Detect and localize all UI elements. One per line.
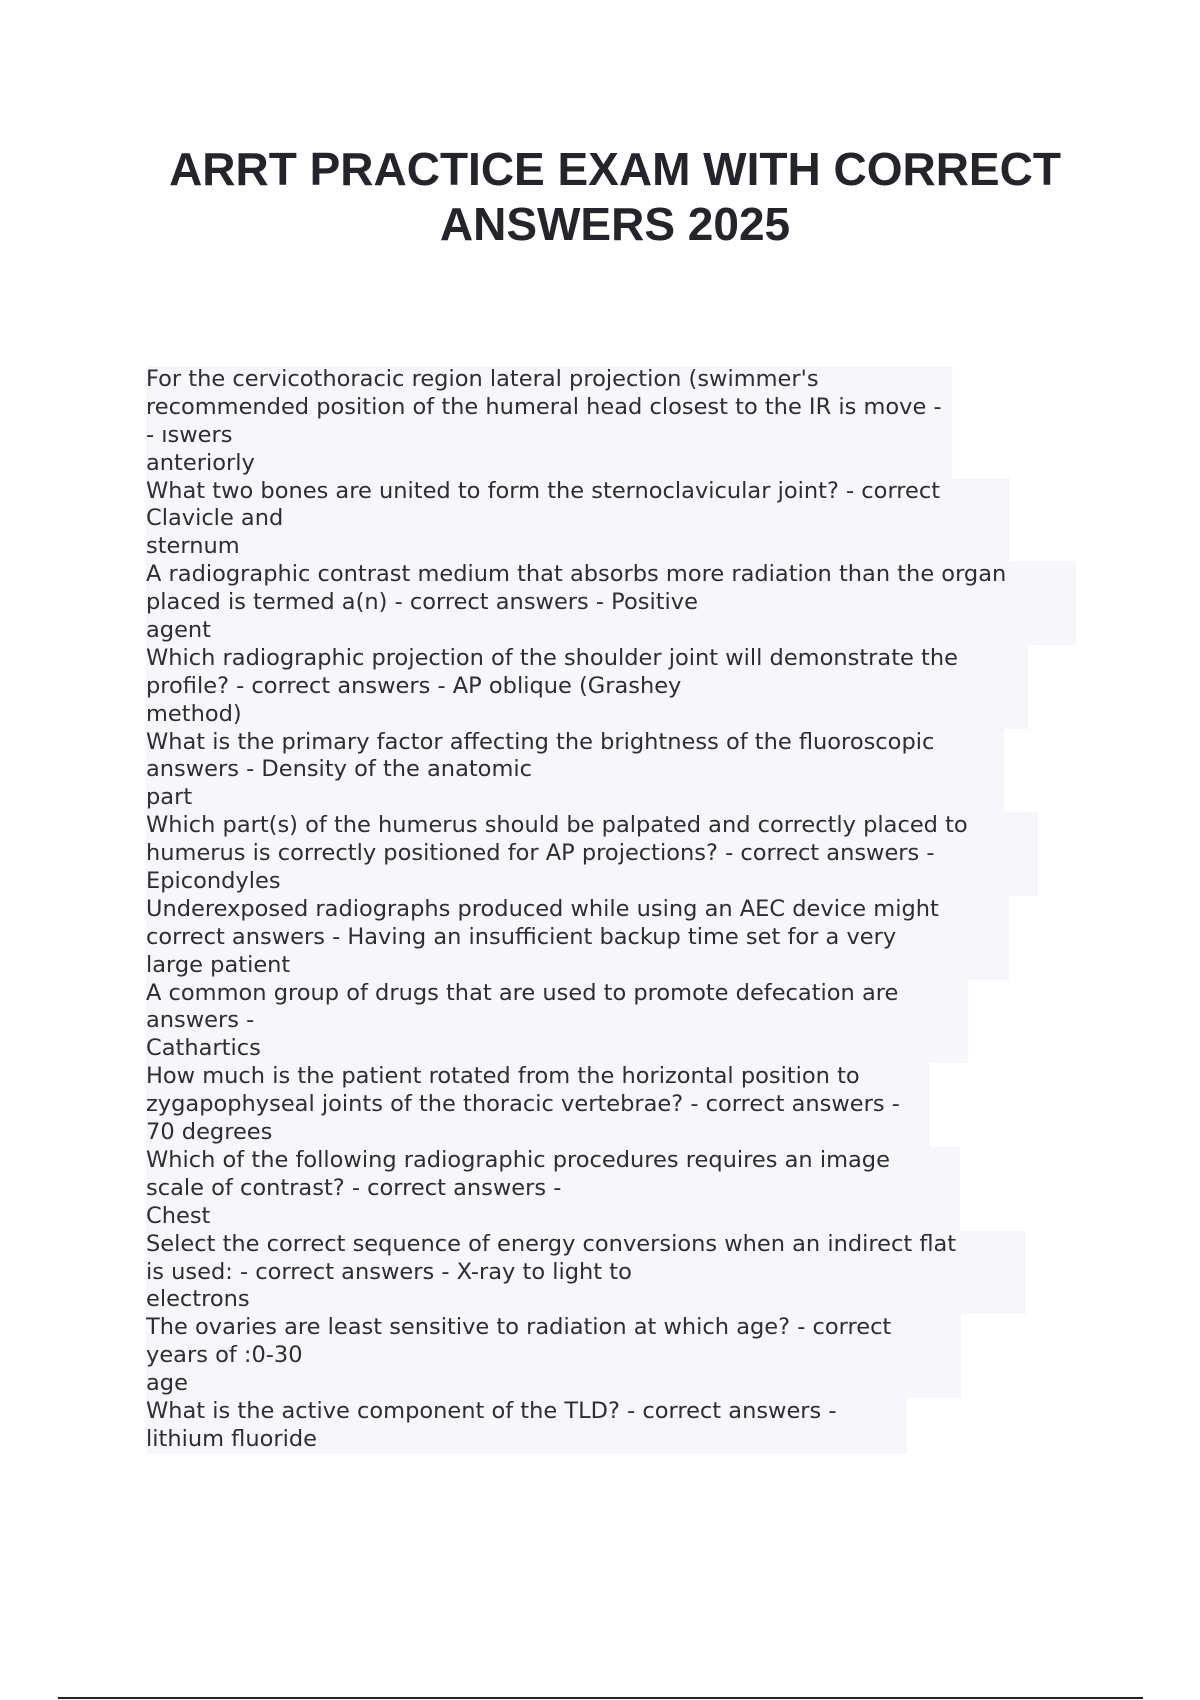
question-line: recommended position of the humeral head closest to the IR is move - xyxy=(146,393,942,420)
question-block xyxy=(146,1063,930,1147)
document-title xyxy=(0,142,1200,252)
page-divider xyxy=(58,1697,1143,1699)
question-block xyxy=(146,1398,907,1454)
question-line: Which part(s) of the humerus should be palpated and correctly placed to xyxy=(146,812,968,839)
question-line: Clavicle and xyxy=(146,505,284,532)
question-line: What two bones are united to form the sternoclavicular joint? - correct xyxy=(146,477,941,504)
question-line: A common group of drugs that are used to promote defecation are xyxy=(146,979,899,1006)
question-line: large patient xyxy=(146,951,291,978)
question-line: part xyxy=(146,784,193,811)
question-block xyxy=(146,729,1004,813)
question-line: sternum xyxy=(146,533,240,560)
question-line: How much is the patient rotated from the horizontal position to xyxy=(146,1063,860,1090)
question-line: humerus is correctly positioned for AP projections? - correct answers - xyxy=(146,840,935,867)
question-line: placed is termed a(n) - correct answers - Positive xyxy=(146,589,698,616)
question-line: Cathartics xyxy=(146,1035,261,1062)
document-title-line-2: ANSWERS 2025 xyxy=(439,198,791,250)
question-answer-list xyxy=(146,366,1096,1454)
question-line: What is the primary factor affecting the brightness of the fluoroscopic xyxy=(146,728,935,755)
question-line: answers - xyxy=(146,1007,255,1034)
question-line: years of :0-30 xyxy=(146,1342,303,1369)
question-line: Which radiographic projection of the shoulder joint will demonstrate the xyxy=(146,644,958,671)
question-line: scale of contrast? - correct answers - xyxy=(146,1174,562,1201)
question-block xyxy=(146,1231,1026,1315)
question-line: A radiographic contrast medium that absorbs more radiation than the organ xyxy=(146,561,1007,588)
question-line: agent xyxy=(146,617,211,644)
question-line: - ıswers xyxy=(146,421,233,448)
question-block xyxy=(146,1314,961,1398)
question-line: method) xyxy=(146,700,242,727)
question-line: electrons xyxy=(146,1286,250,1313)
question-line: Epicondyles xyxy=(146,868,281,895)
question-line: lithium fluoride xyxy=(146,1425,317,1452)
question-block xyxy=(146,812,1038,896)
question-block xyxy=(146,896,1009,980)
question-block xyxy=(146,645,1028,729)
question-line: age xyxy=(146,1370,188,1397)
question-line: For the cervicothoracic region lateral projection (swimmer's xyxy=(146,366,819,392)
question-line: What is the active component of the TLD? - correct answers - xyxy=(146,1397,837,1424)
question-line: Which of the following radiographic procedures requires an image xyxy=(146,1146,890,1173)
document-title-line-1: ARRT PRACTICE EXAM WITH CORRECT xyxy=(169,143,1061,195)
question-line: 70 degrees xyxy=(146,1119,273,1146)
question-block xyxy=(146,980,968,1064)
question-line: Underexposed radiographs produced while using an AEC device might xyxy=(146,895,939,922)
question-line: The ovaries are least sensitive to radiation at which age? - correct xyxy=(146,1314,892,1341)
question-line: anteriorly xyxy=(146,449,255,476)
question-line: correct answers - Having an insufficient backup time set for a very xyxy=(146,923,897,950)
question-line: zygapophyseal joints of the thoracic vertebrae? - correct answers - xyxy=(146,1091,900,1118)
question-line: is used: - correct answers - X-ray to light to xyxy=(146,1258,632,1285)
question-block xyxy=(146,1147,960,1231)
question-line: Chest xyxy=(146,1202,211,1229)
question-block xyxy=(146,366,952,478)
question-block xyxy=(146,561,1076,645)
question-line: answers - Density of the anatomic xyxy=(146,756,532,783)
question-line: Select the correct sequence of energy conversions when an indirect flat xyxy=(146,1230,957,1257)
question-block xyxy=(146,478,1010,562)
question-line: profile? - correct answers - AP oblique (Grashey xyxy=(146,672,682,699)
